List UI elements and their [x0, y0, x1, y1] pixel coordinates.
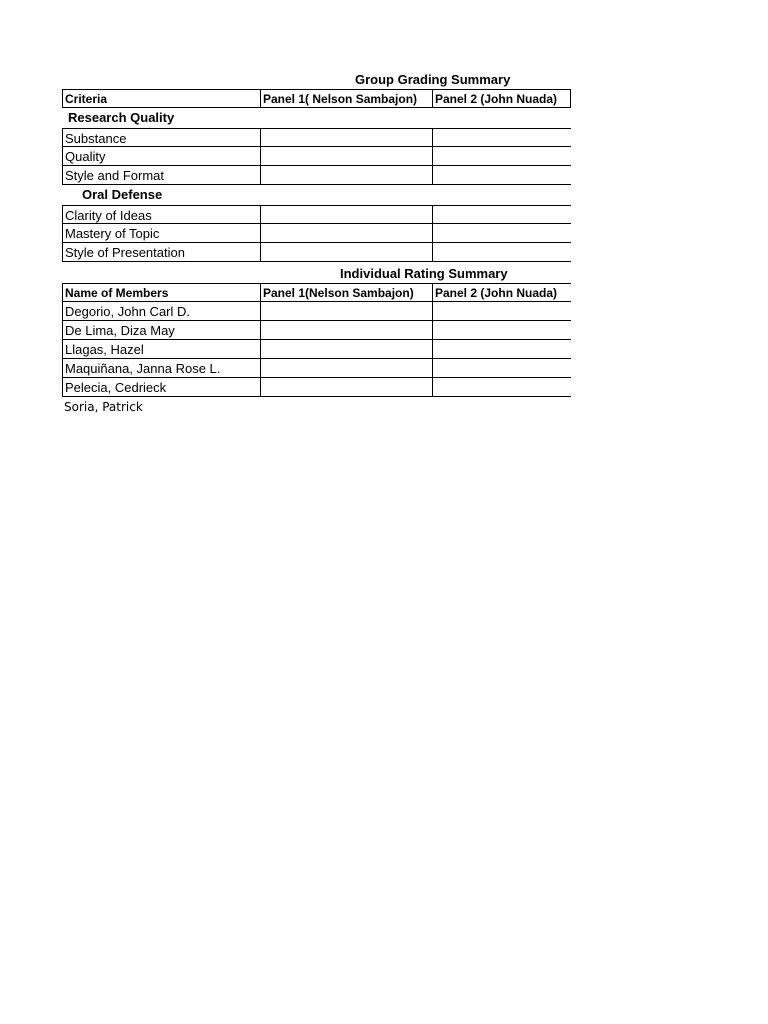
panel1-score-cell[interactable] — [260, 206, 432, 223]
panel1-header: Panel 1( Nelson Sambajon) — [260, 90, 432, 107]
criteria-row — [62, 128, 571, 147]
member-row — [62, 359, 571, 378]
panel1-score-cell[interactable] — [260, 243, 432, 261]
panel2-rating-cell[interactable] — [432, 321, 571, 339]
panel2-rating-cell[interactable] — [432, 378, 571, 396]
panel2-rating-cell[interactable] — [432, 340, 571, 358]
member-row — [62, 321, 571, 340]
group-grading-table — [62, 89, 571, 262]
panel2-rating-cell[interactable] — [432, 359, 571, 377]
panel1-rating-cell[interactable] — [260, 359, 432, 377]
panel2-score-cell[interactable] — [432, 206, 571, 223]
panel2-score-cell[interactable] — [432, 166, 571, 184]
criteria-row — [62, 243, 571, 262]
member-row — [62, 378, 571, 397]
criteria-row — [62, 205, 571, 224]
panel1-score-cell[interactable] — [260, 147, 432, 165]
panel2-header: Panel 2 (John Nuada) — [432, 90, 571, 107]
panel1-rating-cell[interactable] — [260, 378, 432, 396]
criteria-label: Substance — [62, 129, 260, 146]
panel2-score-cell[interactable] — [432, 224, 571, 242]
panel1-rating-cell[interactable] — [260, 302, 432, 320]
member-name: Maquiñana, Janna Rose L. — [62, 359, 260, 377]
member-name: Llagas, Hazel — [62, 340, 260, 358]
criteria-row — [62, 166, 571, 185]
criteria-row — [62, 147, 571, 166]
panel2-score-cell[interactable] — [432, 243, 571, 261]
criteria-label: Quality — [62, 147, 260, 165]
extra-member-name: Soria, Patrick — [64, 400, 143, 414]
member-row — [62, 340, 571, 359]
section-row-research-quality — [62, 108, 571, 128]
panel2-header: Panel 2 (John Nuada) — [432, 284, 571, 301]
panel1-rating-cell[interactable] — [260, 340, 432, 358]
panel1-score-cell[interactable] — [260, 224, 432, 242]
section-label: Research Quality — [68, 110, 175, 125]
criteria-label: Clarity of Ideas — [62, 206, 260, 223]
panel2-score-cell[interactable] — [432, 129, 571, 146]
criteria-label: Mastery of Topic — [62, 224, 260, 242]
panel2-score-cell[interactable] — [432, 147, 571, 165]
criteria-label: Style and Format — [62, 166, 260, 184]
member-name: Degorio, John Carl D. — [62, 302, 260, 320]
panel1-score-cell[interactable] — [260, 129, 432, 146]
section-row-oral-defense — [62, 185, 571, 205]
group-summary-title: Group Grading Summary — [355, 72, 511, 87]
member-row — [62, 302, 571, 321]
criteria-header: Criteria — [62, 90, 260, 107]
section-label: Oral Defense — [82, 187, 163, 202]
individual-summary-title: Individual Rating Summary — [340, 266, 508, 281]
criteria-label: Style of Presentation — [62, 243, 260, 261]
panel1-header: Panel 1(Nelson Sambajon) — [260, 284, 432, 301]
member-name: Pelecia, Cedrieck — [62, 378, 260, 396]
name-header: Name of Members — [62, 284, 260, 301]
panel1-rating-cell[interactable] — [260, 321, 432, 339]
group-header-row — [62, 89, 571, 108]
criteria-row — [62, 224, 571, 243]
individual-header-row — [62, 283, 571, 302]
panel1-score-cell[interactable] — [260, 166, 432, 184]
panel2-rating-cell[interactable] — [432, 302, 571, 320]
member-name: De Lima, Diza May — [62, 321, 260, 339]
individual-rating-table — [62, 283, 571, 397]
